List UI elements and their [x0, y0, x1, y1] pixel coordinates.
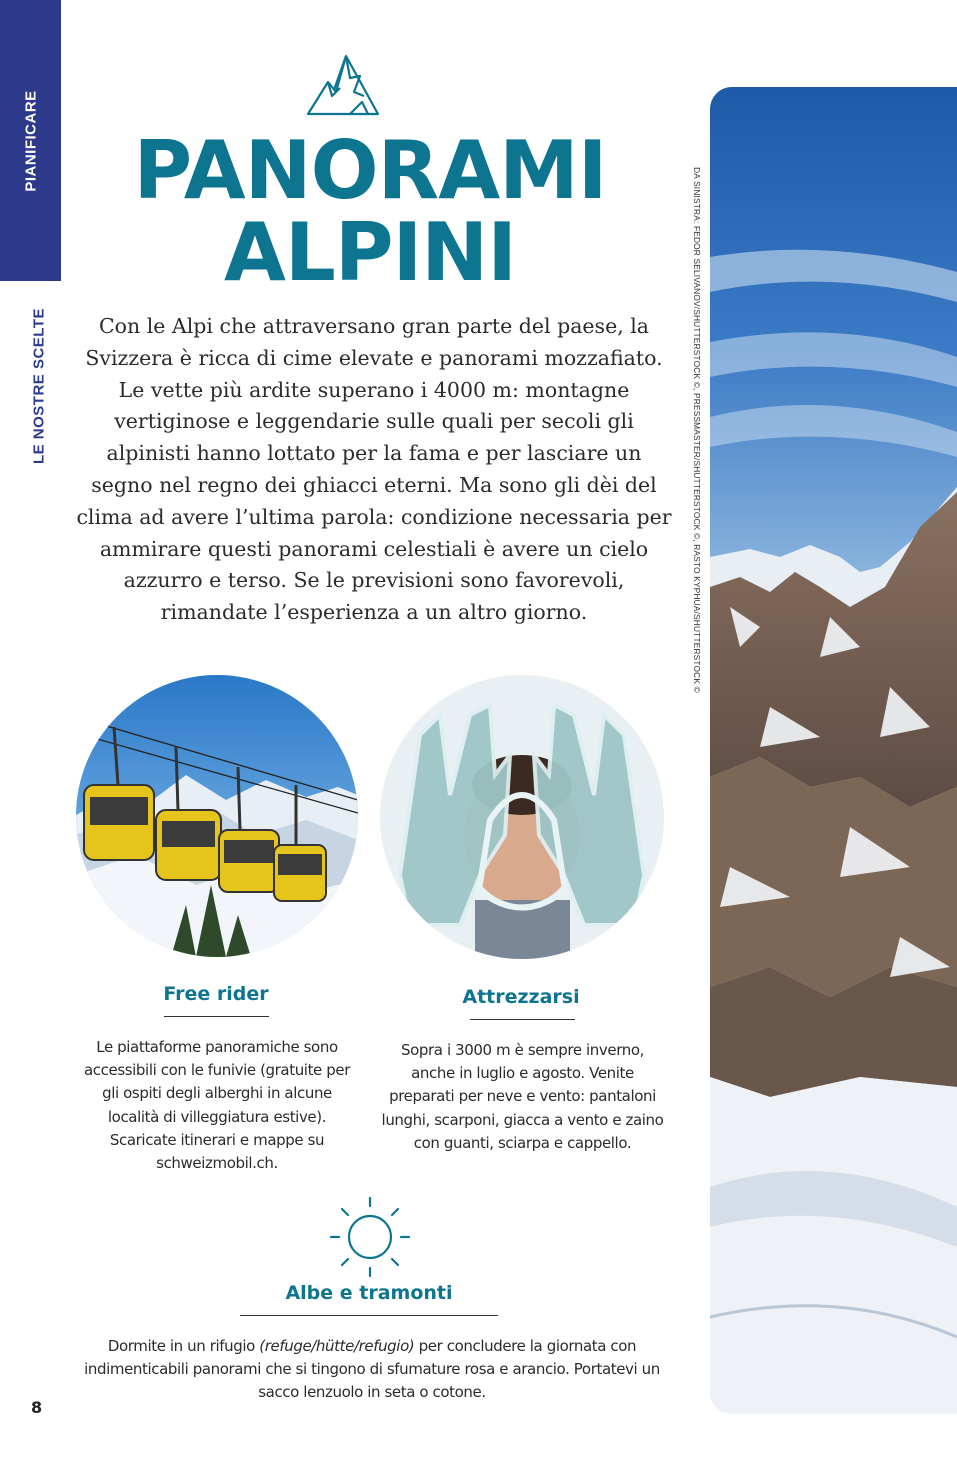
section-title-free-rider: Free rider	[163, 983, 269, 1005]
page-number: 8	[31, 1398, 43, 1417]
section-title-albe-e-tramonti: Albe e tramonti	[285, 1282, 453, 1304]
section-text-albe-e-tramonti: Dormite in un rifugio (refuge/hütte/refugio) per concludere la giornata con indimenticabili panorami che si tingono di sfumature rosa e arancio. Portatevi un sacco lenzuolo in seta o cotone.	[84, 1337, 660, 1402]
section-tab-label: PIANIFICARE	[22, 89, 39, 192]
mountain-icon	[306, 52, 380, 118]
page-title: PANORAMI ALPINI	[133, 124, 607, 299]
section-text-free-rider: Le piattaforme panoramiche sono accessibili con le funivie (gratuite per gli ospiti degli alberghi in alcune località di villeggiatura estive). Scaricate itinerari e mappe su schweizmobil.ch.	[84, 1038, 350, 1173]
section-rule	[164, 1016, 269, 1017]
sun-icon	[327, 1194, 413, 1280]
frozen-gloves-photo	[380, 675, 664, 959]
section-rule	[470, 1019, 575, 1020]
section-title-attrezzarsi: Attrezzarsi	[462, 986, 580, 1008]
intro-paragraph: Con le Alpi che attraversano gran parte del paese, la Svizzera è ricca di cime elevate e panorami mozzafiato. Le vette più ardite superano i 4000 m: montagne vertiginose e leggendarie sulle quali per secoli gli alpinisti hanno lottato per la fama e per lasciare un segno nel regno dei ghiacci eterni. Ma sono gli dèi del clima ad avere l’ultima parola: condizione necessaria per ammirare questi panorami celestiali è avere un cielo azzurro e terso. Se le previsioni sono favorevoli, rimandate l’esperienza a un altro giorno.	[76, 314, 672, 625]
section-rule	[240, 1315, 498, 1316]
section-tab	[0, 0, 61, 281]
section-label: LE NOSTRE SCELTE	[30, 307, 48, 465]
cable-car-photo	[76, 675, 358, 957]
section-text-attrezzarsi: Sopra i 3000 m è sempre inverno, anche in luglio e agosto. Venite preparati per neve e vento: pantaloni lunghi, scarponi, giacca a vento e zaino con guanti, sciarpa e cappello.	[381, 1041, 664, 1152]
alpine-panorama-photo	[710, 87, 957, 1414]
photo-credit: DA SINISTRA: FEDOR SELIVANOV/SHUTTERSTOCK ©, PRESSMASTER/SHUTTERSTOCK ©, RASTO KYPHUA/SHUTTERSTOCK ©	[692, 167, 702, 693]
